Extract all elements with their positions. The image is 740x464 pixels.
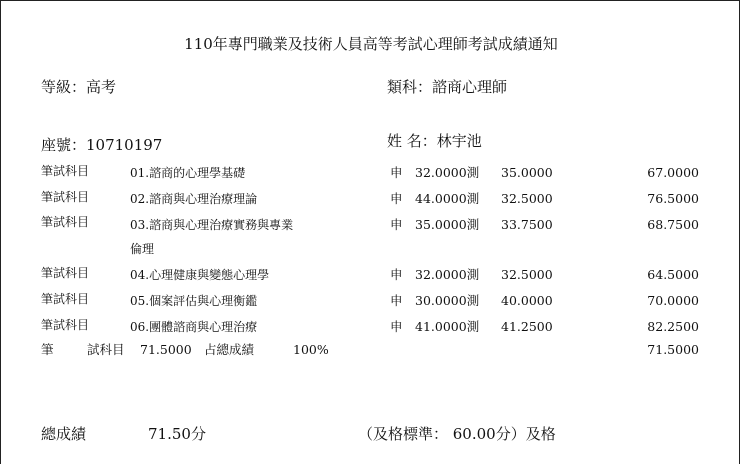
subject-name: 01.諮商的心理學基礎 [130,166,246,180]
subject-score-2: 41.2500 [501,319,553,334]
subject-label: 筆試科目 [41,190,90,204]
subject-name-continued: 倫理 [130,242,155,256]
subject-name: 06.團體諮商與心理治療 [130,320,258,334]
summary-label-a: 筆 [41,342,54,357]
total-score-label: 總成績 [41,425,87,443]
subject-label: 筆試科目 [41,266,90,280]
subject-label: 筆試科目 [41,164,90,178]
subject-label: 筆試科目 [41,292,90,306]
subject-mark: 申 [390,319,403,334]
subject-label: 筆試科目 [41,318,90,332]
subject-label: 筆試科目 [41,215,90,229]
subject-total: 82.2500 [647,319,699,334]
subject-total: 76.5000 [647,191,699,206]
notice-title: 110年專門職業及技術人員高等考試心理師考試成績通知 [184,35,558,53]
subject-total: 68.7500 [647,217,699,232]
subject-total: 64.5000 [647,267,699,282]
summary-average: 71.5000 [140,342,192,357]
pass-standard: （及格標準： 60.00分）及格 [358,425,556,443]
exam-category: 類科：諮商心理師 [387,78,508,96]
subject-score-1: 41.0000測 [415,319,480,334]
candidate-name: 姓 名：林宇池 [387,132,482,150]
subject-mark: 申 [390,165,403,180]
subject-name: 02.諮商與心理治療理論 [130,192,258,206]
total-score-value: 71.50分 [148,425,206,443]
subject-score-2: 35.0000 [501,165,553,180]
subject-mark: 申 [390,217,403,232]
subject-name: 03.諮商與心理治療實務與專業 [130,218,294,232]
subject-total: 70.0000 [647,293,699,308]
summary-weighted: 71.5000 [647,342,699,357]
exam-level: 等級：高考 [41,78,117,96]
subject-score-1: 30.0000測 [415,293,480,308]
summary-share-label: 占總成績 [204,342,255,357]
subject-total: 67.0000 [647,165,699,180]
subject-mark: 申 [390,267,403,282]
summary-label-b: 試科目 [87,342,125,357]
seat-number: 座號：10710197 [41,136,163,154]
subject-score-1: 32.0000測 [415,267,480,282]
subject-mark: 申 [390,191,403,206]
subject-score-2: 32.5000 [501,267,553,282]
subject-score-2: 32.5000 [501,191,553,206]
subject-score-1: 32.0000測 [415,165,480,180]
subject-name: 04.心理健康與變態心理學 [130,268,270,282]
subject-mark: 申 [390,293,403,308]
subject-score-1: 35.0000測 [415,217,480,232]
subject-score-2: 33.7500 [501,217,553,232]
subject-score-1: 44.0000測 [415,191,480,206]
subject-name: 05.個案評估與心理衡鑑 [130,294,258,308]
summary-share-pct: 100% [293,342,329,357]
subject-score-2: 40.0000 [501,293,553,308]
